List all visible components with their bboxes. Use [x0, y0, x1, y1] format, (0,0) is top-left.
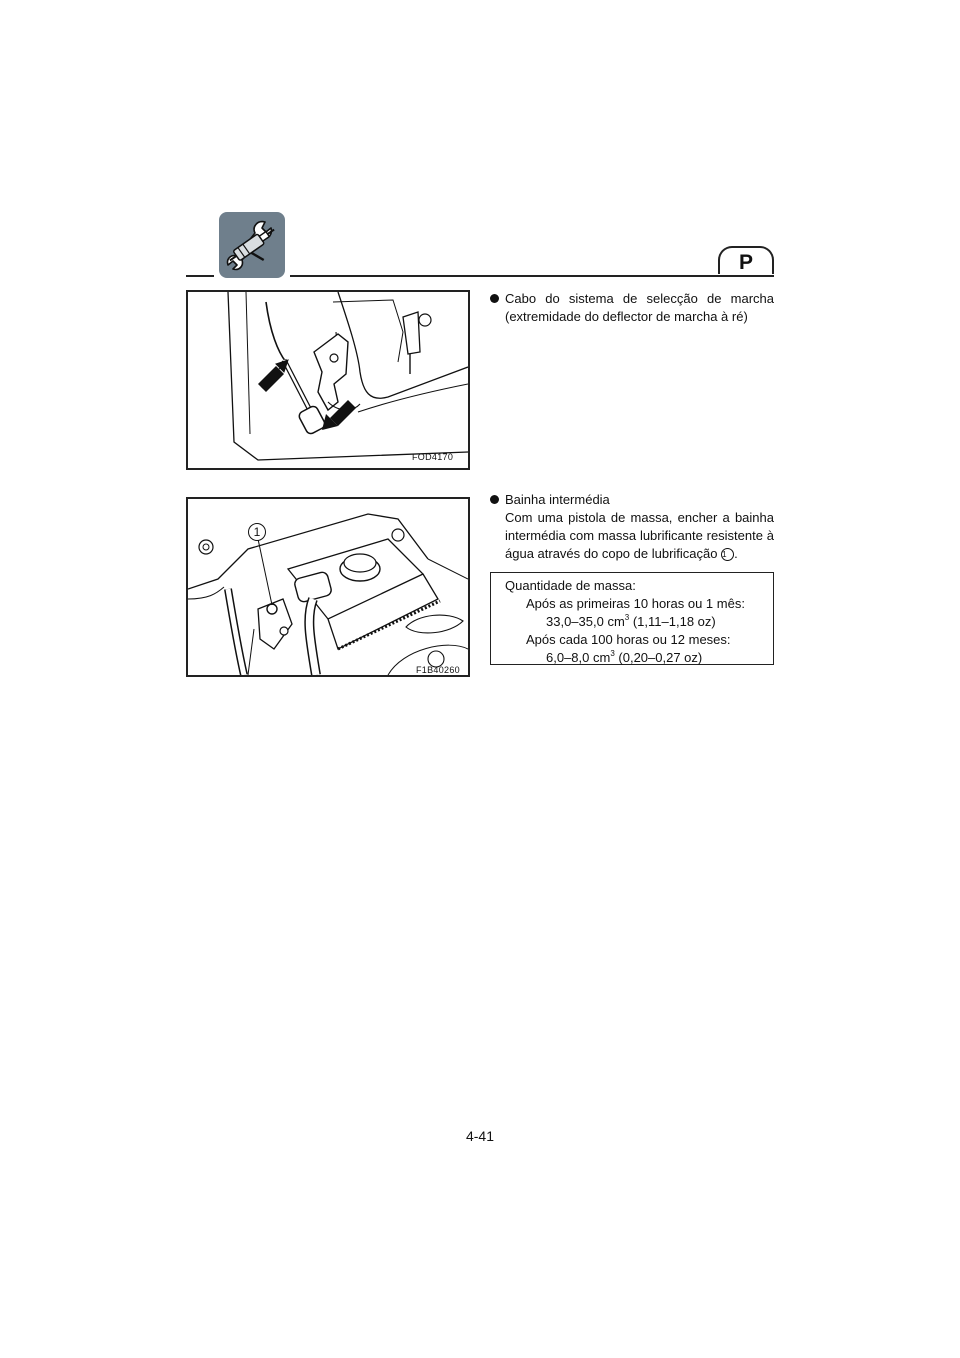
- grease-quantity-box: [490, 572, 774, 665]
- item-text-end: .: [734, 546, 738, 561]
- second-unit-exponent: 3: [610, 649, 615, 658]
- grease-box-title: Quantidade de massa:: [505, 578, 636, 593]
- wrench-and-grease-gun-icon: [219, 212, 285, 278]
- item-text-body: Com uma pistola de massa, encher a bainha intermédia com massa lubrificante resistente à água através do copo de lubrificação: [505, 510, 774, 561]
- first-interval-value: [546, 613, 716, 631]
- reference-1: 1: [721, 548, 734, 561]
- figure-code: FOD4170: [412, 452, 454, 462]
- header-rule-left: [186, 275, 214, 277]
- item-text: [505, 509, 774, 563]
- second-interval-label: Após cada 100 horas ou 12 meses:: [526, 632, 731, 647]
- callout-1: 1: [248, 523, 266, 541]
- first-value: 33,0–35,0 cm: [546, 614, 625, 629]
- intermediate-housing-illustration: [188, 499, 468, 675]
- second-interval-value: [546, 649, 702, 667]
- figure-code: F1B40260: [416, 665, 460, 675]
- first-unit-exponent: 3: [624, 613, 630, 622]
- second-value-oz: (0,20–0,27 oz): [614, 650, 703, 665]
- bullet-icon: [490, 294, 499, 303]
- item-text: Cabo do sistema de selecção de marcha (extremidade do deflector de marcha à ré): [505, 291, 774, 324]
- list-item: [490, 491, 774, 563]
- second-value: 6,0–8,0 cm: [546, 650, 611, 665]
- figure-intermediate-housing: [186, 497, 470, 677]
- first-value-oz: (1,11–1,18 oz): [629, 614, 716, 629]
- list-item: [490, 290, 774, 326]
- shift-cable-illustration: [188, 292, 468, 468]
- bullet-icon: [490, 495, 499, 504]
- item-title: Bainha intermédia: [505, 492, 610, 507]
- first-interval-label: Após as primeiras 10 horas ou 1 mês:: [526, 596, 745, 611]
- figure-shift-cable: [186, 290, 470, 470]
- maintenance-tab: [219, 212, 285, 278]
- language-badge: P: [718, 246, 774, 274]
- page-number: 4-41: [465, 1128, 495, 1144]
- header-rule-right: [290, 275, 774, 277]
